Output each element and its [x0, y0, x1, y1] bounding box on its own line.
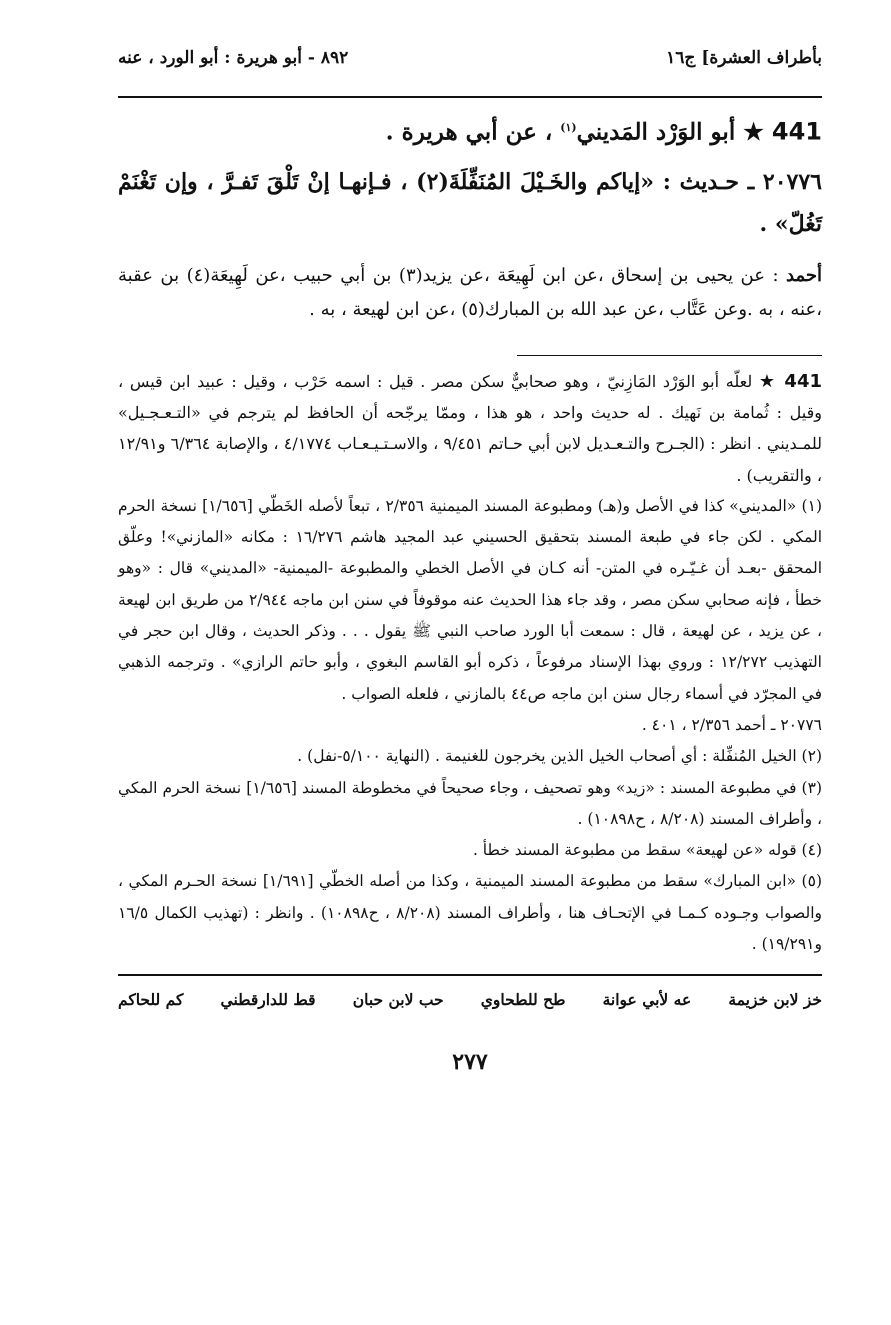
hadith-text: ٢٠٧٧٦ ـ حـديث : «إياكم والخَـيْلَ المُنَفِّلَةَ(٢) ، فـإنهـا إنْ تَلْقَ تَفـرَّ ، وإن تَغْنَمْ تَغُلّ» .: [118, 168, 822, 237]
abbrev-item: قط للدارقطني: [220, 990, 316, 1010]
abbrev-item: حب لابن حبان: [352, 990, 444, 1010]
footnote-text: (٣) في مطبوعة المسند : «زيد» وهو تصحيف ، وجاء صحيحاً في مخطوطة المسند [١/٦٥٦] نسخة الحرم المكي ، وأطراف المسند (٨/٢٠٨ ، ح١٠٨٩٨) .: [118, 778, 822, 828]
entry-rest: ، عن أبي هريرة .: [385, 118, 561, 146]
footnote: [118, 866, 822, 960]
header-section: ٨٩٢ - أبو هريرة : أبو الورد ، عنه: [118, 48, 349, 68]
footnote-lead: 441 ★: [757, 370, 822, 392]
abbreviation-legend: [118, 990, 822, 1009]
running-header: [118, 48, 822, 78]
footnote-text: (٢) الخيل المُنفِّلة : أي أصحاب الخيل الذين يخرجون للغنيمة . (النهاية ٥/١٠٠-نفل) .: [297, 747, 822, 766]
star-icon: ★: [743, 118, 764, 146]
footnote-rule: [517, 355, 822, 356]
footnote-text: (٤) قوله «عن لهيعة» سقط من مطبوعة المسند خطأ .: [472, 841, 822, 860]
header-rule: [118, 96, 822, 98]
footnote: [118, 835, 822, 866]
footnote-text: لعلّه أبو الوَرْد المَازِنيّ ، وهو صحابيٌّ سكن مصر . قيل : اسمه حَرْب ، وقيل : عبيد ابن قيس ، وقيل : ثُمامة بن نَهيك . له حديث واحد ، هو هذا ، وممّا يرجّحه أن الحافظ لم يترجم في «التـعـجـيل» للمـديني . انظر : (الجـرح والتـعـديل لابن أبي حـاتم ٩/٤٥١ ، والاسـتـيـعـاب ٤/١٧٧٤ ، والإصابة ٦/٣٦٤ و١٢/٩١ ، والتقريب) .: [118, 371, 823, 485]
header-volume: بأطراف العشرة] ج١٦: [666, 48, 822, 68]
abbrev-item: عه لأبي عوانة: [602, 990, 692, 1010]
footnotes: [118, 366, 822, 961]
footer-rule: [118, 974, 822, 976]
entry-title: [118, 108, 822, 153]
page-number: ٢٧٧: [452, 1049, 488, 1076]
entry-number: 441: [771, 117, 822, 146]
footnote: [118, 366, 822, 491]
abbrev-item: كم للحاكم: [118, 990, 184, 1010]
footnote-text: ٢٠٧٧٦ ـ أحمد ٢/٣٥٦ ، ٤٠١ .: [641, 715, 822, 734]
chain-text: : عن يحيى بن إسحاق ،عن ابن لَهِيعَة ،عن يزيد(٣) بن أبي حبيب ،عن لَهِيعَة(٤) بن عقبة ،عنه ، به .وعن عَتَّاب ،عن عبد الله بن المبارك(٥) ،عن ابن لهيعة ، به .: [118, 264, 822, 320]
document-page: [118, 48, 822, 1075]
entry-name: أبو الوَرْد المَديني: [576, 118, 736, 146]
footnote-text: (١) «المديني» كذا في الأصل و(هـ) ومطبوعة المسند الميمنية ٢/٣٥٦ ، تبعاً لأصله الخَطّي [١/٦٥٦] نسخة الحرم المكي . لكن جاء في طبعة المسند بتحقيق الحسيني عبد المجيد هاشم ١٦/٢٧٦ : مكانه «المازني»! وعلّق المحقق -بعـد أن غـيّـره في المتن- أنه كـان في الأصل الخطي والمطبوعة -الميمنية- «المديني» قال : «وهو خطأ ، فإنه صحابي سكن مصر ، وقد جاء هذا الحديث عنه موقوفاً في سنن ابن ماجه ٢/٩٤٤ من طريق ابن لهيعة ، عن يزيد ، عن لهيعة ، قال : سمعت أبا الورد صاحب النبي ﷺ يقول . . . وذكر الحديث ، وقال ابن حجر في التهذيب ١٢/٢٧٢ : وروي بهذا الإسناد مرفوعاً ، ذكره أبو القاسم البغوي ، وأبو حاتم الرازي» . وترجمه الذهبي في المجرّد في أسماء رجال سنن ابن ماجه ص٤٤ بالمازني ، فلعله الصواب .: [118, 496, 822, 703]
entry-note-ref: (١): [560, 121, 577, 134]
footnote: [118, 710, 822, 741]
footnote-text: (٥) «ابن المبارك» سقط من مطبوعة المسند الميمنية ، وكذا من أصله الخطّي [١/٦٩١] نسخة الحـرم المكي ، والصواب وجـوده كـمـا في الإتحـاف هنا ، وأطراف المسند (٨/٢٠٨ ، ح١٠٨٩٨) . وانظر : (تهذيب الكمال ١٦/٥ و١٩/٢٩١) .: [118, 872, 822, 953]
footnote: [118, 491, 822, 710]
chain-source: أحمد: [786, 264, 823, 286]
abbrev-item: طح للطحاوي: [480, 990, 566, 1010]
footnote: [118, 741, 822, 772]
footnote: [118, 773, 822, 836]
abbrev-item: خز لابن خزيمة: [728, 990, 822, 1010]
isnad-chain: [118, 259, 822, 327]
